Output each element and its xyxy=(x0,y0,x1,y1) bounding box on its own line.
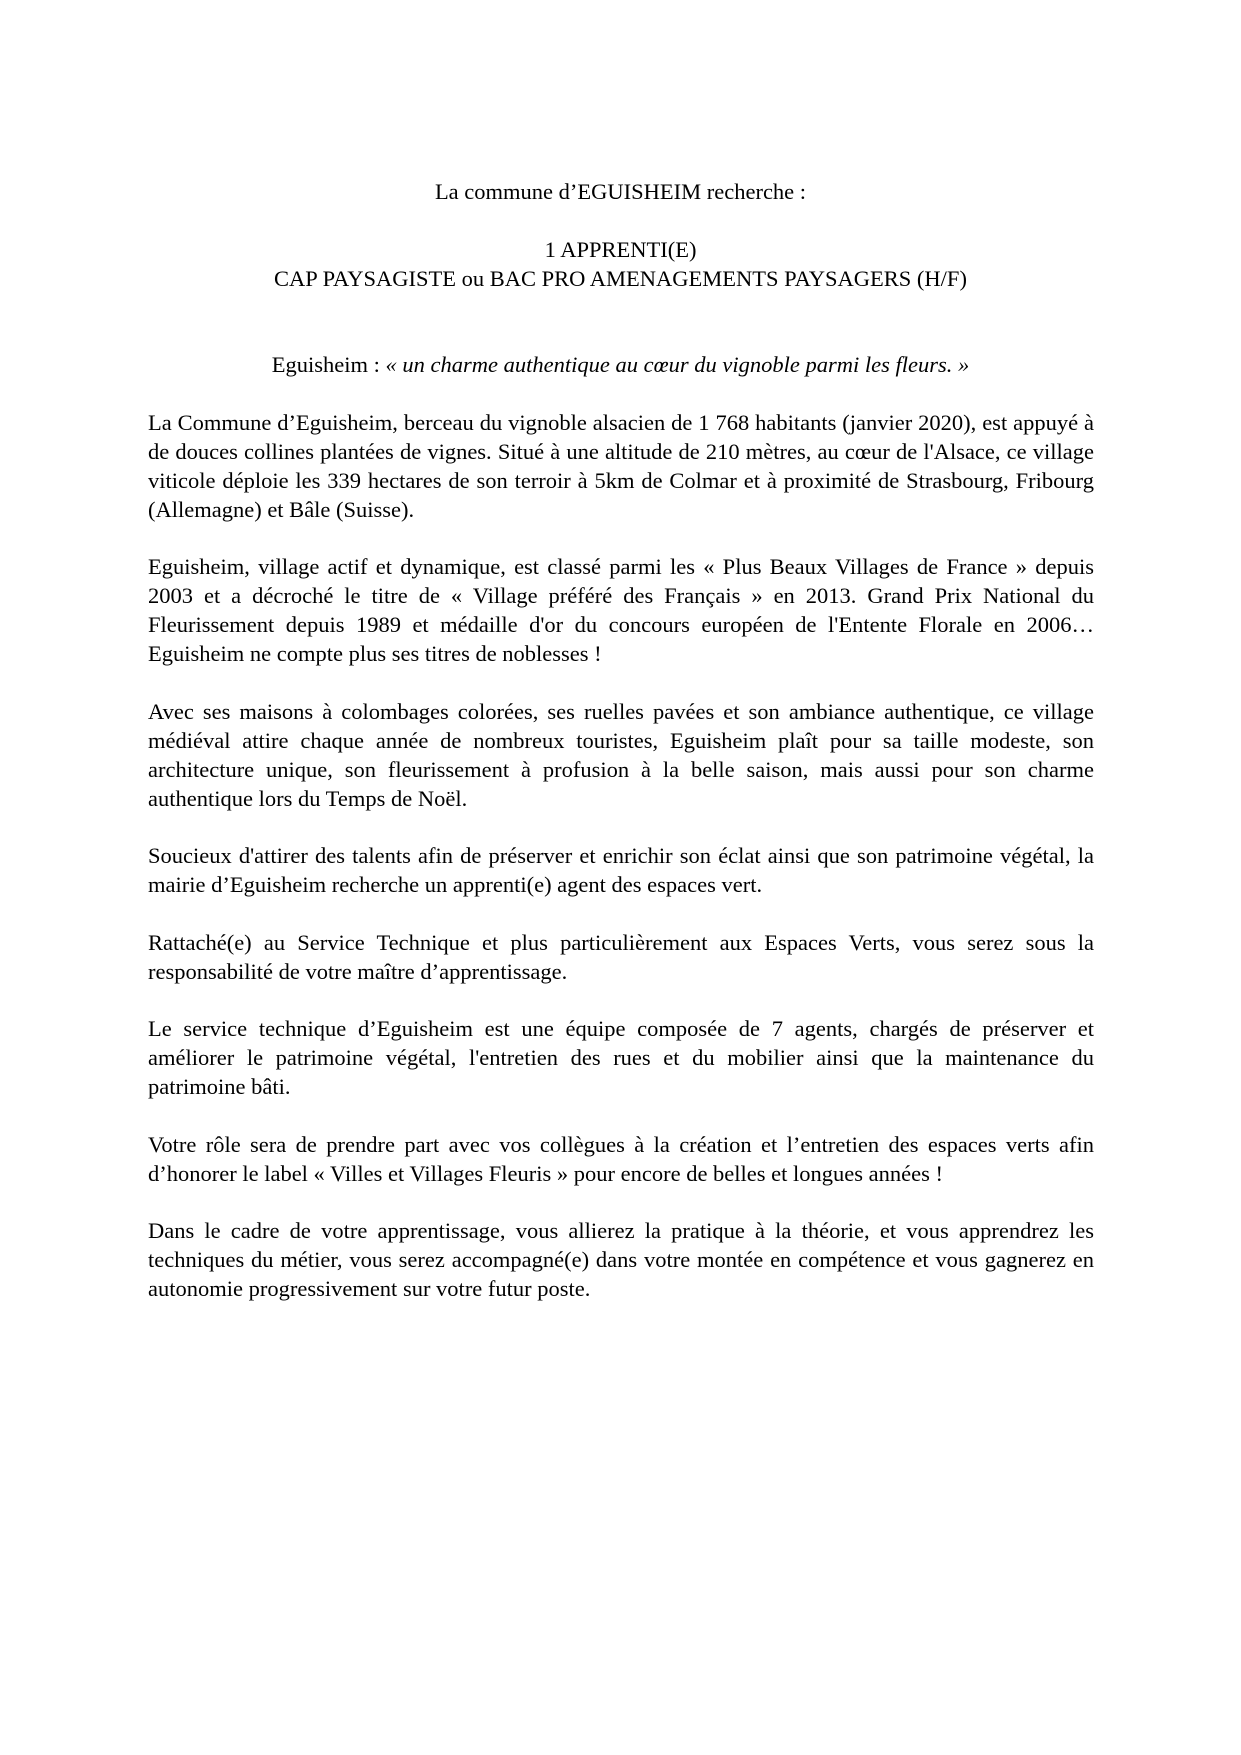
intro-heading: La commune d’EGUISHEIM recherche : xyxy=(434,179,807,204)
position-title: 1 APPRENTI(E) xyxy=(544,237,697,262)
paragraph-text: Rattaché(e) au Service Technique et plus particulièrement aux Espaces Verts, vous serez sous la responsabilité de votre maître d’apprentissage. xyxy=(148,930,1094,984)
slogan-line xyxy=(0,350,1241,379)
paragraph-text: La Commune d’Eguisheim, berceau du vignoble alsacien de 1 768 habitants (janvier 2020), est appuyé à de douces collines plantées de vignes. Situé à une altitude de 210 mètres, au cœur de l'Alsace, ce village viticole déploie les 339 hectares de son terroir à 5km de Colmar et à proximité de Strasbourg, Fribourg (Allemagne) et Bâle (Suisse). xyxy=(148,410,1094,522)
paragraph-commune xyxy=(148,408,1094,524)
slogan-prefix: Eguisheim : xyxy=(271,352,386,377)
paragraph-text: Le service technique d’Eguisheim est une équipe composée de 7 agents, chargés de préserver et améliorer le patrimoine végétal, l'entretien des rues et du mobilier ainsi que la maintenance du patrimoine bâti. xyxy=(148,1016,1094,1099)
paragraph-recruitment xyxy=(148,841,1094,899)
paragraph-text: Dans le cadre de votre apprentissage, vous allierez la pratique à la théorie, et vous apprendrez les techniques du métier, vous serez accompagné(e) dans votre montée en compétence et vous gagnerez en autonomie progressivement sur votre futur poste. xyxy=(148,1218,1094,1301)
paragraph-titles xyxy=(148,552,1094,668)
paragraph-text: Avec ses maisons à colombages colorées, ses ruelles pavées et son ambiance authentique, ce village médiéval attire chaque année de nombreux touristes, Eguisheim plaît pour sa taille modeste, son architecture unique, son fleurissement à profusion à la belle saison, mais aussi pour son charme authentique lors du Temps de Noël. xyxy=(148,699,1094,811)
paragraph-service xyxy=(148,1014,1094,1101)
slogan-quote: « un charme authentique au cœur du vignoble parmi les fleurs. » xyxy=(385,352,970,377)
paragraph-role xyxy=(148,1130,1094,1188)
paragraph-text: Soucieux d'attirer des talents afin de préserver et enrichir son éclat ainsi que son patrimoine végétal, la mairie d’Eguisheim recherche un apprenti(e) agent des espaces vert. xyxy=(148,843,1094,897)
paragraph-attachment xyxy=(148,928,1094,986)
paragraph-village xyxy=(148,697,1094,813)
position-subtitle: CAP PAYSAGISTE ou BAC PRO AMENAGEMENTS PAYSAGERS (H/F) xyxy=(274,266,967,291)
paragraph-text: Eguisheim, village actif et dynamique, est classé parmi les « Plus Beaux Villages de France » depuis 2003 et a décroché le titre de « Village préféré des Français » en 2013. Grand Prix National du Fleurissement depuis 1989 et médaille d'or du concours européen de l'Entente Florale en 2006… Eguisheim ne compte plus ses titres de noblesses ! xyxy=(148,554,1094,666)
paragraph-text: Votre rôle sera de prendre part avec vos collègues à la création et l’entretien des espaces verts afin d’honorer le label « Villes et Villages Fleuris » pour encore de belles et longues années ! xyxy=(148,1132,1094,1186)
paragraph-apprenticeship xyxy=(148,1216,1094,1303)
